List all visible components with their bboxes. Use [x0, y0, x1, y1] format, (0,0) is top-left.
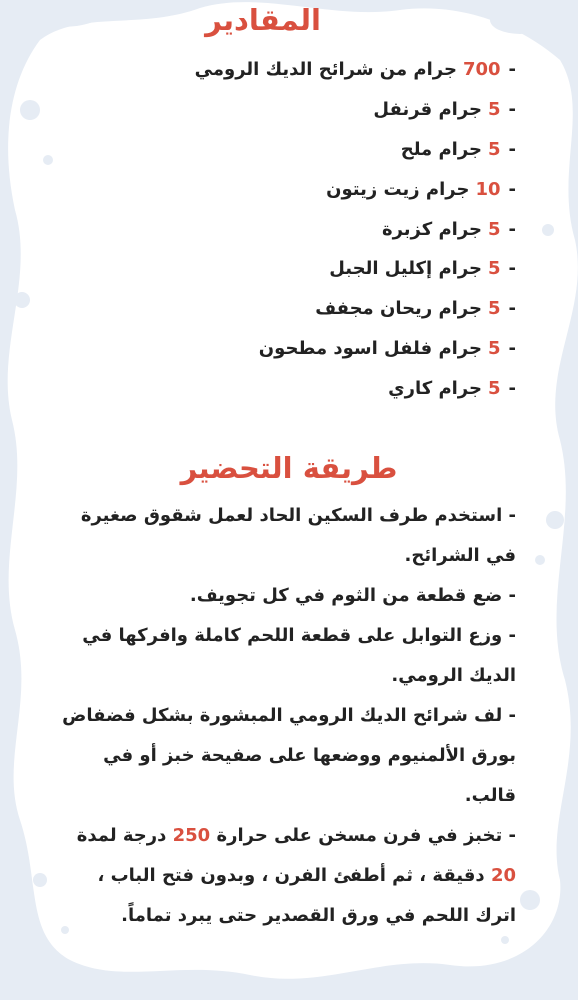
- method-steps: [56, 496, 516, 936]
- method-step: - استخدم طرف السكين الحاد لعمل شقوق صغيرة في الشرائح.: [80, 505, 516, 566]
- list-dash: -: [508, 59, 516, 81]
- ingredient-qty: 5: [487, 377, 501, 399]
- ingredient-text: جرام قرنفل: [373, 99, 482, 121]
- step-text: دقيقة ، ثم أطفئ الفرن ، وبدون فتح الباب ، اترك اللحم في ورق القصدير حتى يبرد تماماً.: [97, 865, 516, 926]
- ingredient-item: [36, 50, 516, 90]
- ingredient-qty: 5: [487, 258, 501, 280]
- ingredient-qty: 5: [487, 138, 501, 160]
- ingredients-title: المقادير: [205, 3, 321, 37]
- ingredient-item: [36, 368, 516, 408]
- ingredient-qty: 5: [487, 298, 501, 320]
- ingredient-qty: 10: [475, 178, 501, 200]
- ingredient-text: جرام كزبرة: [381, 218, 482, 240]
- method-title: طريقة التحضير: [180, 451, 398, 485]
- ingredient-item: [36, 209, 516, 249]
- ingredient-item: [36, 249, 516, 289]
- ingredients-list: [36, 50, 516, 408]
- ingredient-qty: 5: [487, 337, 501, 359]
- ingredient-qty: 700: [462, 59, 501, 81]
- ingredient-item: [36, 169, 516, 209]
- list-dash: -: [508, 218, 516, 240]
- ingredient-item: [36, 329, 516, 369]
- list-dash: -: [508, 298, 516, 320]
- step-text: - تخبز في فرن مسخن على حرارة: [216, 825, 516, 846]
- ingredient-text: جرام من شرائح الديك الرومي: [194, 59, 457, 81]
- list-dash: -: [508, 337, 516, 359]
- list-dash: -: [508, 138, 516, 160]
- ingredient-text: جرام زيت زيتون: [326, 178, 470, 200]
- list-dash: -: [508, 258, 516, 280]
- duration-value: 20: [490, 865, 516, 886]
- ingredient-text: جرام كاري: [388, 377, 482, 399]
- method-step: - ضع قطعة من الثوم في كل تجويف.: [189, 585, 516, 606]
- list-dash: -: [508, 99, 516, 121]
- step-text: درجة لمدة: [76, 825, 167, 846]
- method-step: - وزع التوابل على قطعة اللحم كاملة وافركها في الديك الرومي.: [82, 625, 516, 686]
- ingredient-text: جرام ملح: [400, 138, 482, 160]
- method-step: - لف شرائح الديك الرومي المبشورة بشكل فضفاض بورق الألمنيوم ووضعها على صفيحة خبز أو في قالب.: [62, 705, 516, 806]
- ingredient-qty: 5: [487, 99, 501, 121]
- ingredient-text: جرام فلفل اسود مطحون: [258, 337, 482, 359]
- ingredient-text: جرام إكليل الجبل: [329, 258, 482, 280]
- ingredient-qty: 5: [487, 218, 501, 240]
- ingredient-item: [36, 289, 516, 329]
- list-dash: -: [508, 377, 516, 399]
- ingredient-item: [36, 90, 516, 130]
- method-step: [56, 816, 516, 936]
- ingredient-text: جرام ريحان مجفف: [315, 298, 482, 320]
- temperature-value: 250: [172, 825, 211, 846]
- list-dash: -: [508, 178, 516, 200]
- ingredient-item: [36, 130, 516, 170]
